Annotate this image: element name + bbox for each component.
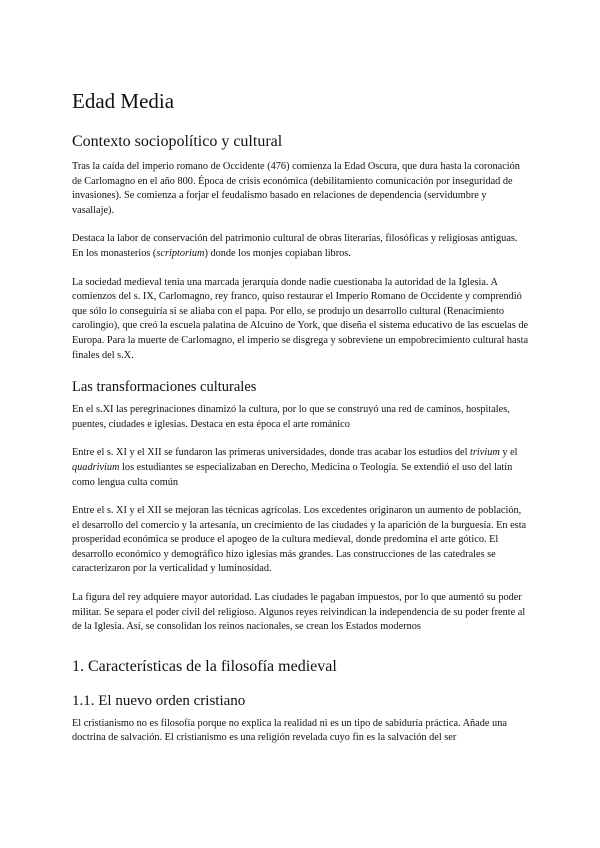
italic-term: scriptorium — [156, 247, 205, 259]
text-run: los estudiantes se especializaban en Derecho, Medicina o Teología. Se extendió el uso del latín como lengua culta común — [72, 461, 513, 488]
paragraph — [72, 446, 530, 490]
paragraph — [72, 232, 530, 261]
heading-transformations: Las transformaciones culturales — [72, 379, 257, 396]
heading-context: Contexto sociopolítico y cultural — [72, 133, 283, 150]
paragraph: La figura del rey adquiere mayor autoridad. Las ciudades le pagaban impuestos, por lo que aumentó su poder militar. Se separa el poder civil del religioso. Algunos reyes reivindican la independencia de su poder frente al de la Iglesia. Así, se consolidan los reinos nacionales, se crean los Estados modernos — [72, 592, 526, 633]
paragraph: En el s.XI las peregrinaciones dinamizó la cultura, por lo que se construyó una red de caminos, hospitales, puentes, ciudades e iglesias. Destaca en esta época el arte románico — [72, 404, 510, 430]
heading-characteristics: 1. Características de la filosofía medieval — [72, 657, 337, 675]
paragraph: El cristianismo no es filosofía porque no explica la realidad ni es un tipo de sabiduría práctica. Añade una doctrina de salvación. El cristianismo es una religión revelada cuyo fin es la salvación del ser — [72, 717, 507, 744]
paragraph: La sociedad medieval tenía una marcada jerarquía donde nadie cuestionaba la autoridad de la Iglesia. A comienzos del s. IX, Carlomagno, rey franco, quiso restaurar el Imperio Romano de Occidente y comprendió que sólo lo conseguiría si se aliaba con el papa. Por ello, se produjo un desarrollo cultural (Renacimiento carolingio), que creó la escuela palatina de Alcuino de York, que diseña el sistema educativo de las escuelas de Europa. Para la muerte de Carlomagno, el imperio se disgrega y sobreviene un empobrecimiento cultural hasta finales del s.X. — [72, 276, 529, 361]
text-run: ) donde los monjes copiaban libros. — [204, 247, 351, 259]
italic-term: trivium — [470, 447, 500, 459]
text-run: Entre el s. XI y el XII se fundaron las primeras universidades, donde tras acabar los estudios del — [72, 447, 471, 459]
text-run: Destaca la labor de conservación del patrimonio cultural de obras literarias, filosóficas y religiosas antiguas. En los monasterios ( — [72, 233, 518, 259]
heading-new-order: 1.1. El nuevo orden cristiano — [72, 692, 246, 709]
paragraph: Entre el s. XI y el XII se mejoran las técnicas agrícolas. Los excedentes originaron un aumento de población, el desarrollo del comercio y la artesanía, un crecimiento de las ciudades y la aparición de la burguesía. En esta prosperidad económica se produce el apogeo de la cultura medieval, donde predomina el arte gótico. El desarrollo económico y demográfico hizo iglesias más grandes. Las construcciones de las catedrales se caracterizaron por la verticalidad y luminosidad. — [72, 505, 527, 575]
page-title: Edad Media — [72, 89, 175, 113]
paragraph: Tras la caída del imperio romano de Occidente (476) comienza la Edad Oscura, que dura hasta la coronación de Carlomagno en el año 800. Época de crisis económica (debilitamiento comunicación por inseguridad de invasiones). Se comienza a forjar el feudalismo basado en relaciones de dependencia (servidumbre y vasallaje). — [72, 161, 520, 216]
text-run: y el — [499, 447, 518, 459]
italic-term: quadrivium — [72, 461, 120, 473]
